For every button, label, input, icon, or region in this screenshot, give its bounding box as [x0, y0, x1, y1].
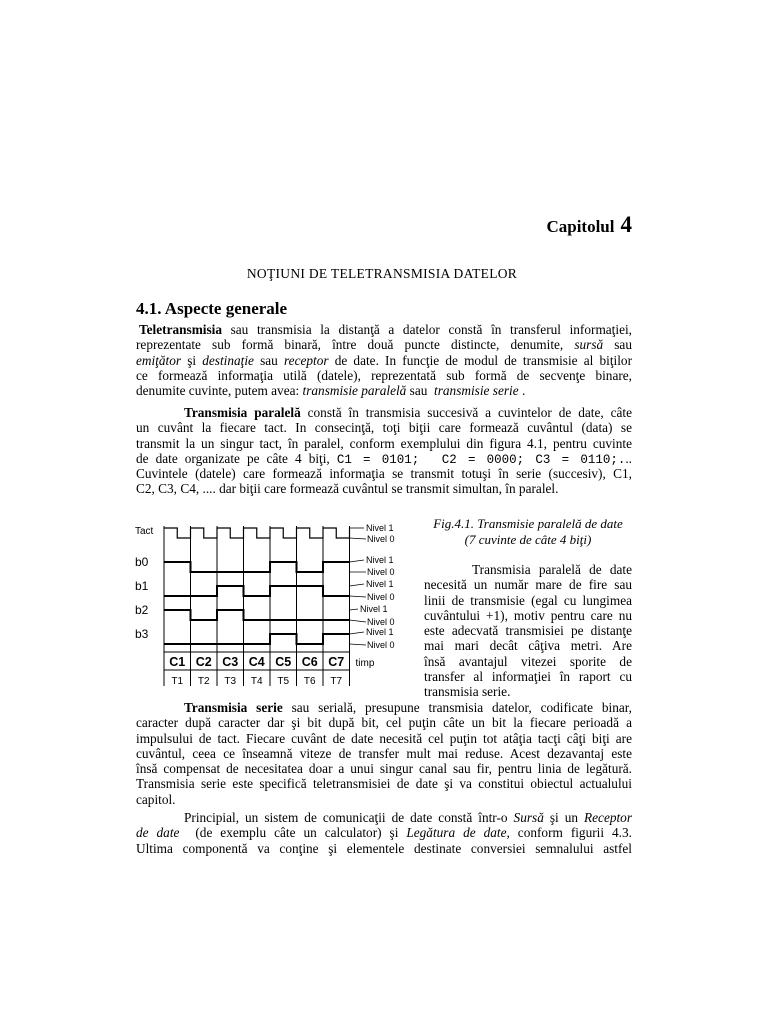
word-label: C5	[275, 655, 292, 669]
row-label: b1	[135, 579, 149, 593]
paragraph-teletransmisia	[136, 322, 632, 398]
text-line: un cuvânt la fiecare tact. In consecinţă, toţi biţii care formează cuvântul (data) se	[136, 420, 632, 436]
text-line: mai mari decât câţiva metri. Are	[424, 638, 632, 654]
row-label: b3	[135, 627, 149, 641]
text-line	[136, 451, 632, 466]
paragraph-side-paralela	[424, 562, 632, 700]
text-run: sau	[406, 383, 435, 399]
code-words: C1 = 0101; C2 = 0000; C3 = 0110;.	[336, 452, 626, 467]
level-high-label: Nivel 1	[366, 555, 394, 565]
word-label: C3	[222, 655, 239, 669]
paragraph-principial	[136, 810, 632, 856]
level-leader	[350, 644, 367, 645]
figure-caption-subtitle: (7 cuvinte de câte 4 biţi)	[464, 531, 592, 547]
row-label: Tact	[135, 526, 154, 537]
b1-waveform	[164, 586, 350, 596]
period-label: T5	[277, 676, 290, 687]
chapter-number: 4	[620, 212, 632, 237]
text-run: constă în transmisia succesivă a cuvintelor de date, câte	[300, 405, 632, 420]
term-receptor: Receptor	[584, 810, 633, 825]
figure-caption-title: Fig.4.1. Transmisie paralelă de date	[433, 516, 623, 531]
text-run: .	[518, 383, 526, 399]
text-line	[136, 825, 632, 840]
text-run: de date. In funcţie de modul de transmisie al biţilor	[328, 352, 632, 368]
word-label: C7	[328, 655, 345, 669]
text-line: caracter după caracter dar şi bit după bit, cel puţin câte un bit la fiecare perioadă a	[136, 715, 632, 731]
text-run: sau transmisia la distanţă a datelor constă în transferul informaţiei,	[221, 322, 632, 337]
section-heading: 4.1. Aspecte generale	[136, 299, 288, 318]
text-line	[136, 700, 632, 715]
level-low-label: Nivel 0	[367, 534, 395, 544]
figure-word-table	[164, 652, 375, 687]
text-run: şi un	[543, 810, 585, 825]
level-leader	[350, 632, 365, 634]
period-label: T7	[330, 676, 343, 687]
level-high-label: Nivel 1	[366, 627, 394, 637]
text-line	[136, 810, 632, 825]
level-low-label: Nivel 0	[367, 592, 395, 602]
row-label: b2	[135, 603, 149, 617]
text-run: (de exemplu câte un calculator) şi	[179, 825, 407, 841]
term-transmisia-paralela: Transmisia paralelă	[184, 405, 301, 420]
text-line: capitol.	[136, 791, 176, 807]
level-high-label: Nivel 1	[366, 523, 394, 533]
text-line	[136, 383, 632, 398]
row-label: b0	[135, 555, 149, 569]
text-line: transmisia serie.	[424, 684, 511, 700]
word-label: C1	[169, 655, 186, 669]
term-emitator: emiţător	[136, 352, 182, 368]
period-label: T2	[197, 676, 210, 687]
text-line: impulsului de tact. Fiecare cuvânt de date necesită cel puţin tot atâţia tacţi câţi biţi are	[136, 730, 632, 746]
text-run: sau serială, presupune transmisia datelor, codificate binar,	[282, 700, 632, 715]
paragraph-transmisia-serie	[136, 700, 632, 807]
level-leader	[350, 596, 367, 597]
text-line: însă avantajul vitezei sporite de	[424, 653, 632, 669]
text-line: este adecvată transmisiei pe distanţe	[424, 623, 632, 639]
text-line: necesită un număr mare de fire sau	[424, 577, 632, 593]
text-line: transmit la un singur tact, în paralel, conform exemplului din figura 4.1, pentru cuvinte	[136, 435, 632, 451]
term-de-date: de date	[136, 825, 180, 841]
text-line	[136, 337, 632, 352]
chapter-heading	[0, 212, 632, 238]
term-transmisie-serie: transmisie serie	[434, 383, 519, 399]
level-leader	[350, 538, 367, 539]
term-transmisie-paralela: transmisie paralelă	[302, 383, 407, 399]
tact-waveform	[164, 528, 350, 538]
level-leader	[350, 584, 365, 586]
level-high-label: Nivel 1	[360, 604, 388, 614]
term-destinatie: destinaţie	[202, 352, 254, 368]
term-sursa: Sursă	[513, 810, 544, 825]
word-label: C6	[301, 655, 318, 669]
text-line: transfer al informaţiei în raport cu	[424, 669, 632, 685]
text-run: de date organizate pe câte 4 biţi,	[136, 450, 337, 466]
figure-waveforms	[164, 528, 350, 644]
period-label: T3	[224, 676, 237, 687]
level-leader	[350, 609, 359, 610]
level-low-label: Nivel 0	[367, 617, 395, 627]
text-line: linii de transmisie (egal cu lungimea	[424, 592, 632, 608]
text-line: Transmisia paralelă de date	[472, 562, 632, 577]
text-run: Principial, un sistem de comunicaţii de date constă într-o	[184, 810, 514, 825]
b0-waveform	[164, 562, 350, 572]
period-label: T6	[303, 676, 316, 687]
text-line: C2, C3, C4, .... dar biţii care formează cuvântul se transmit simultan, în paralel.	[136, 481, 559, 497]
text-run: şi	[181, 352, 203, 368]
chapter-word: Capitolul	[546, 217, 615, 236]
b2-waveform	[164, 610, 350, 620]
period-label: T4	[250, 676, 263, 687]
level-leader	[350, 620, 367, 622]
text-line	[136, 322, 632, 337]
term-transmisia-serie: Transmisia serie	[184, 700, 283, 715]
text-run: ..	[625, 450, 633, 466]
text-line: însă compensat de necesitatea doar a unui singur canal sau fir, pentru linia de legătură.	[136, 761, 632, 777]
term-receptor: receptor	[284, 352, 329, 368]
text-run: sau	[603, 337, 632, 353]
term-sursa: sursă	[574, 337, 604, 353]
period-label: T1	[171, 676, 184, 687]
figure-labels	[135, 523, 395, 650]
term-legatura-de-date: Legătura de date,	[406, 825, 510, 841]
text-line: cuvântul, ceea ce înseamnă viteze de transfer mult mai reduse. Acest dezavantaj este	[136, 745, 632, 761]
chapter-title: NOŢIUNI DE TELETRANSMISIA DATELOR	[246, 266, 518, 281]
text-line: Ultima componentă va conţine şi elementele destinate conversiei semnalului astfel	[136, 840, 632, 856]
text-line: Transmisia serie este specifică teletransmisiei de date şi va constitui obiectul actualului	[136, 776, 632, 792]
text-line: Cuvintele (datele) care formează informaţia se transmit totuşi în serie (succesiv), C1,	[136, 466, 632, 482]
paragraph-transmisia-paralela	[136, 405, 632, 497]
level-low-label: Nivel 0	[367, 640, 395, 650]
level-low-label: Nivel 0	[367, 567, 395, 577]
level-leader	[350, 560, 365, 562]
parallel-transmission-diagram	[134, 522, 414, 692]
text-line	[136, 405, 632, 420]
figure-caption	[420, 516, 636, 547]
text-run: denumite cuvinte, putem avea:	[136, 383, 303, 399]
b3-waveform	[164, 634, 350, 644]
time-axis-label: timp	[355, 658, 375, 669]
text-line	[136, 353, 632, 368]
text-line: ce formează informaţia utilă (datele), reprezentată sub formă de secvenţe binare,	[136, 367, 632, 383]
term-teletransmisia: Teletransmisia	[139, 322, 222, 337]
text-run: reprezentate sub formă binară, între două puncte distincte, denumite,	[136, 337, 575, 353]
level-high-label: Nivel 1	[366, 579, 394, 589]
text-run: sau	[253, 352, 284, 368]
text-run: conform figurii 4.3.	[509, 825, 632, 841]
text-line: cuvântului +1), motiv pentru care nu	[424, 607, 632, 623]
word-label: C4	[248, 655, 265, 669]
word-label: C2	[195, 655, 212, 669]
